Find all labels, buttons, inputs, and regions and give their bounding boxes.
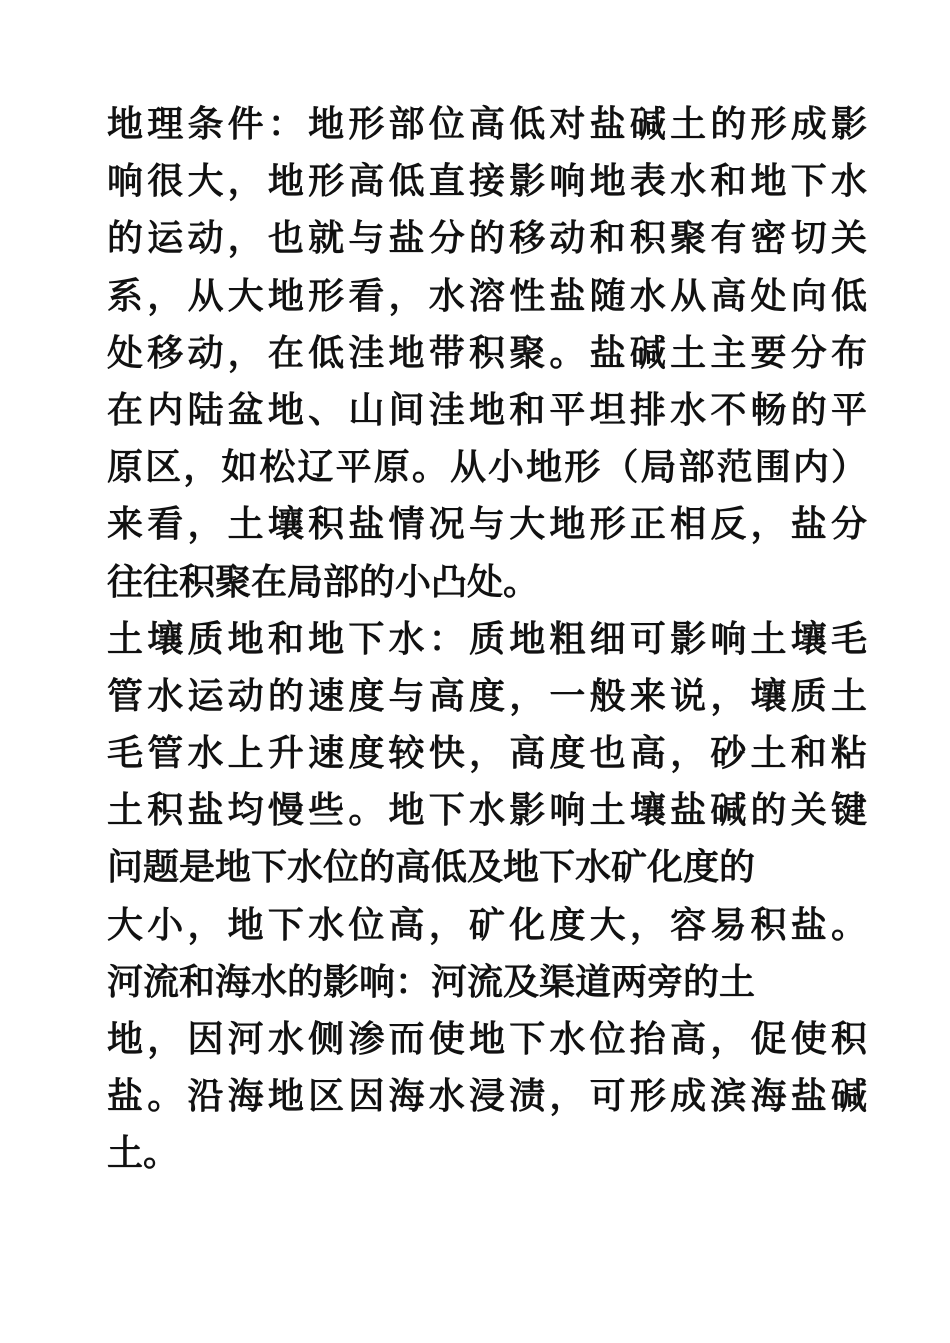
text-line: 土积盐均慢些。地下水影响土壤盐碱的关键 xyxy=(107,789,867,832)
text-line: 在内陆盆地、山间洼地和平坦排水不畅的平 xyxy=(107,388,867,431)
text-line: 问题是地下水位的高低及地下水矿化度的 xyxy=(107,846,756,889)
text-line: 原区，如松辽平原。从小地形（局部范围内） xyxy=(107,446,867,489)
text-line: 往往积聚在局部的小凸处。 xyxy=(107,560,540,603)
text-line: 地，因河水侧渗而使地下水位抬高，促使积 xyxy=(107,1018,867,1060)
text-line: 土壤质地和地下水：质地粗细可影响土壤毛 xyxy=(107,617,867,660)
text-line: 响很大，地形高低直接影响地表水和地下水 xyxy=(107,160,867,203)
text-line: 地理条件：地形部位高低对盐碱土的形成影 xyxy=(107,103,867,145)
paragraph-topography xyxy=(107,96,867,611)
text-line: 大小，地下水位高，矿化度大，容易积盐。 xyxy=(107,903,867,946)
text-line: 盐。沿海地区因海水浸渍，可形成滨海盐碱 xyxy=(107,1075,867,1118)
text-line: 毛管水上升速度较快，高度也高，砂土和粘 xyxy=(107,732,867,775)
document-body xyxy=(107,96,867,1183)
text-line: 来看，土壤积盐情况与大地形正相反，盐分 xyxy=(107,503,867,546)
text-line: 的运动，也就与盐分的移动和积聚有密切关 xyxy=(107,217,867,260)
text-line: 处移动，在低洼地带积聚。盐碱土主要分布 xyxy=(107,331,867,374)
paragraph-river-seawater xyxy=(107,954,867,1183)
text-line: 河流和海水的影响：河流及渠道两旁的土 xyxy=(107,960,756,1003)
text-line: 管水运动的速度与高度，一般来说，壤质土 xyxy=(107,674,867,717)
text-line: 系，从大地形看，水溶性盐随水从高处向低 xyxy=(107,274,867,317)
paragraph-soil-texture-groundwater xyxy=(107,611,867,954)
text-line: 土。 xyxy=(107,1132,180,1175)
